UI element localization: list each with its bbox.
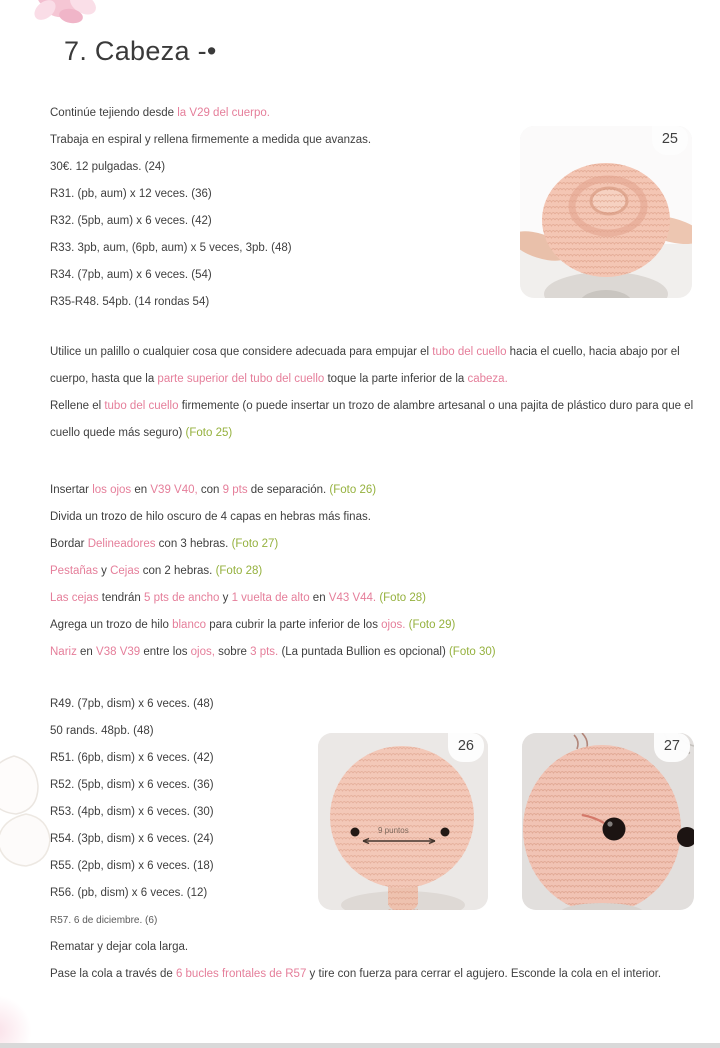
neck-paragraphs — [50, 339, 702, 447]
paragraph: Rellene el tubo del cuello firmemente (o puede insertar un trozo de alambre artesanal o una pajita de plástico duro para que el cuello quede más seguro) (Foto 25) — [50, 400, 694, 439]
pattern-line: R52. (5pb, dism) x 6 veces. (36) — [50, 779, 214, 791]
face-block — [50, 477, 496, 666]
pattern-line: R54. (3pb, dism) x 6 veces. (24) — [50, 833, 214, 845]
pattern-line: R49. (7pb, dism) x 6 veces. (48) — [50, 698, 214, 710]
pattern-line: R33. 3pb, aum, (6pb, aum) x 5 veces, 3pb. (48) — [50, 242, 292, 254]
pattern-line: Pase la cola a través de 6 bucles frontales de R57 y tire con fuerza para cerrar el agujero. Esconde la cola en el interior. — [50, 968, 662, 980]
bottom-divider — [0, 1043, 720, 1048]
pattern-line: R51. (6pb, dism) x 6 veces. (42) — [50, 752, 214, 764]
photo-number-badge: 27 — [654, 733, 690, 762]
eye-distance-annotation: 9 puntos — [378, 826, 409, 835]
pattern-line: R35-R48. 54pb. (14 rondas 54) — [50, 296, 210, 308]
paragraph: Utilice un palillo o cualquier cosa que considere adecuada para empujar el tubo del cuello hacia el cuello, hacia abajo por el cuerpo, hasta que la parte superior del tubo del cuello toque la parte inferior de la cabeza. — [50, 346, 680, 385]
pattern-line: R56. (pb, dism) x 6 veces. (12) — [50, 887, 208, 899]
pattern-line: Bordar Delineadores con 3 hebras. (Foto 27) — [50, 538, 279, 550]
pattern-line: R53. (4pb, dism) x 6 veces. (30) — [50, 806, 214, 818]
pattern-line-r57: R57. 6 de diciembre. (6) — [50, 915, 158, 926]
faint-petal-decoration-icon — [0, 752, 56, 882]
photo-number-badge: 26 — [448, 733, 484, 762]
photo-25 — [520, 126, 692, 298]
section-title: 7. Cabeza -• — [64, 36, 217, 66]
pattern-line: Pestañas y Cejas con 2 hebras. (Foto 28) — [50, 565, 263, 577]
pattern-line: Continúe tejiendo desde la V29 del cuerpo. — [50, 107, 270, 119]
photo-27 — [522, 733, 694, 910]
pattern-line: Trabaja en espiral y rellena firmemente a medida que avanzas. — [50, 134, 372, 146]
pattern-line: Las cejas tendrán 5 pts de ancho y 1 vuelta de alto en V43 V44. (Foto 28) — [50, 592, 426, 604]
photo-26 — [318, 733, 488, 910]
intro-rounds-block — [50, 100, 371, 316]
photo-number-badge: 25 — [652, 126, 688, 155]
pattern-line: Divida un trozo de hilo oscuro de 4 capas en hebras más finas. — [50, 511, 371, 523]
pattern-line: 30€. 12 pulgadas. (24) — [50, 161, 166, 173]
pattern-line: R55. (2pb, dism) x 6 veces. (18) — [50, 860, 214, 872]
pattern-line: Rematar y dejar cola larga. — [50, 941, 189, 953]
pink-smudge-decoration — [0, 995, 32, 1048]
pattern-line: 50 rands. 48pb. (48) — [50, 725, 154, 737]
pattern-line: R31. (pb, aum) x 12 veces. (36) — [50, 188, 212, 200]
pattern-line: Nariz en V38 V39 entre los ojos, sobre 3 pts. (La puntada Bullion es opcional) (Foto 30) — [50, 646, 496, 658]
pattern-line: Insertar los ojos en V39 V40, con 9 pts de separación. (Foto 26) — [50, 484, 377, 496]
pattern-line: R34. (7pb, aum) x 6 veces. (54) — [50, 269, 212, 281]
pattern-line: R32. (5pb, aum) x 6 veces. (42) — [50, 215, 212, 227]
pattern-line: Agrega un trozo de hilo blanco para cubrir la parte inferior de los ojos. (Foto 29) — [50, 619, 456, 631]
